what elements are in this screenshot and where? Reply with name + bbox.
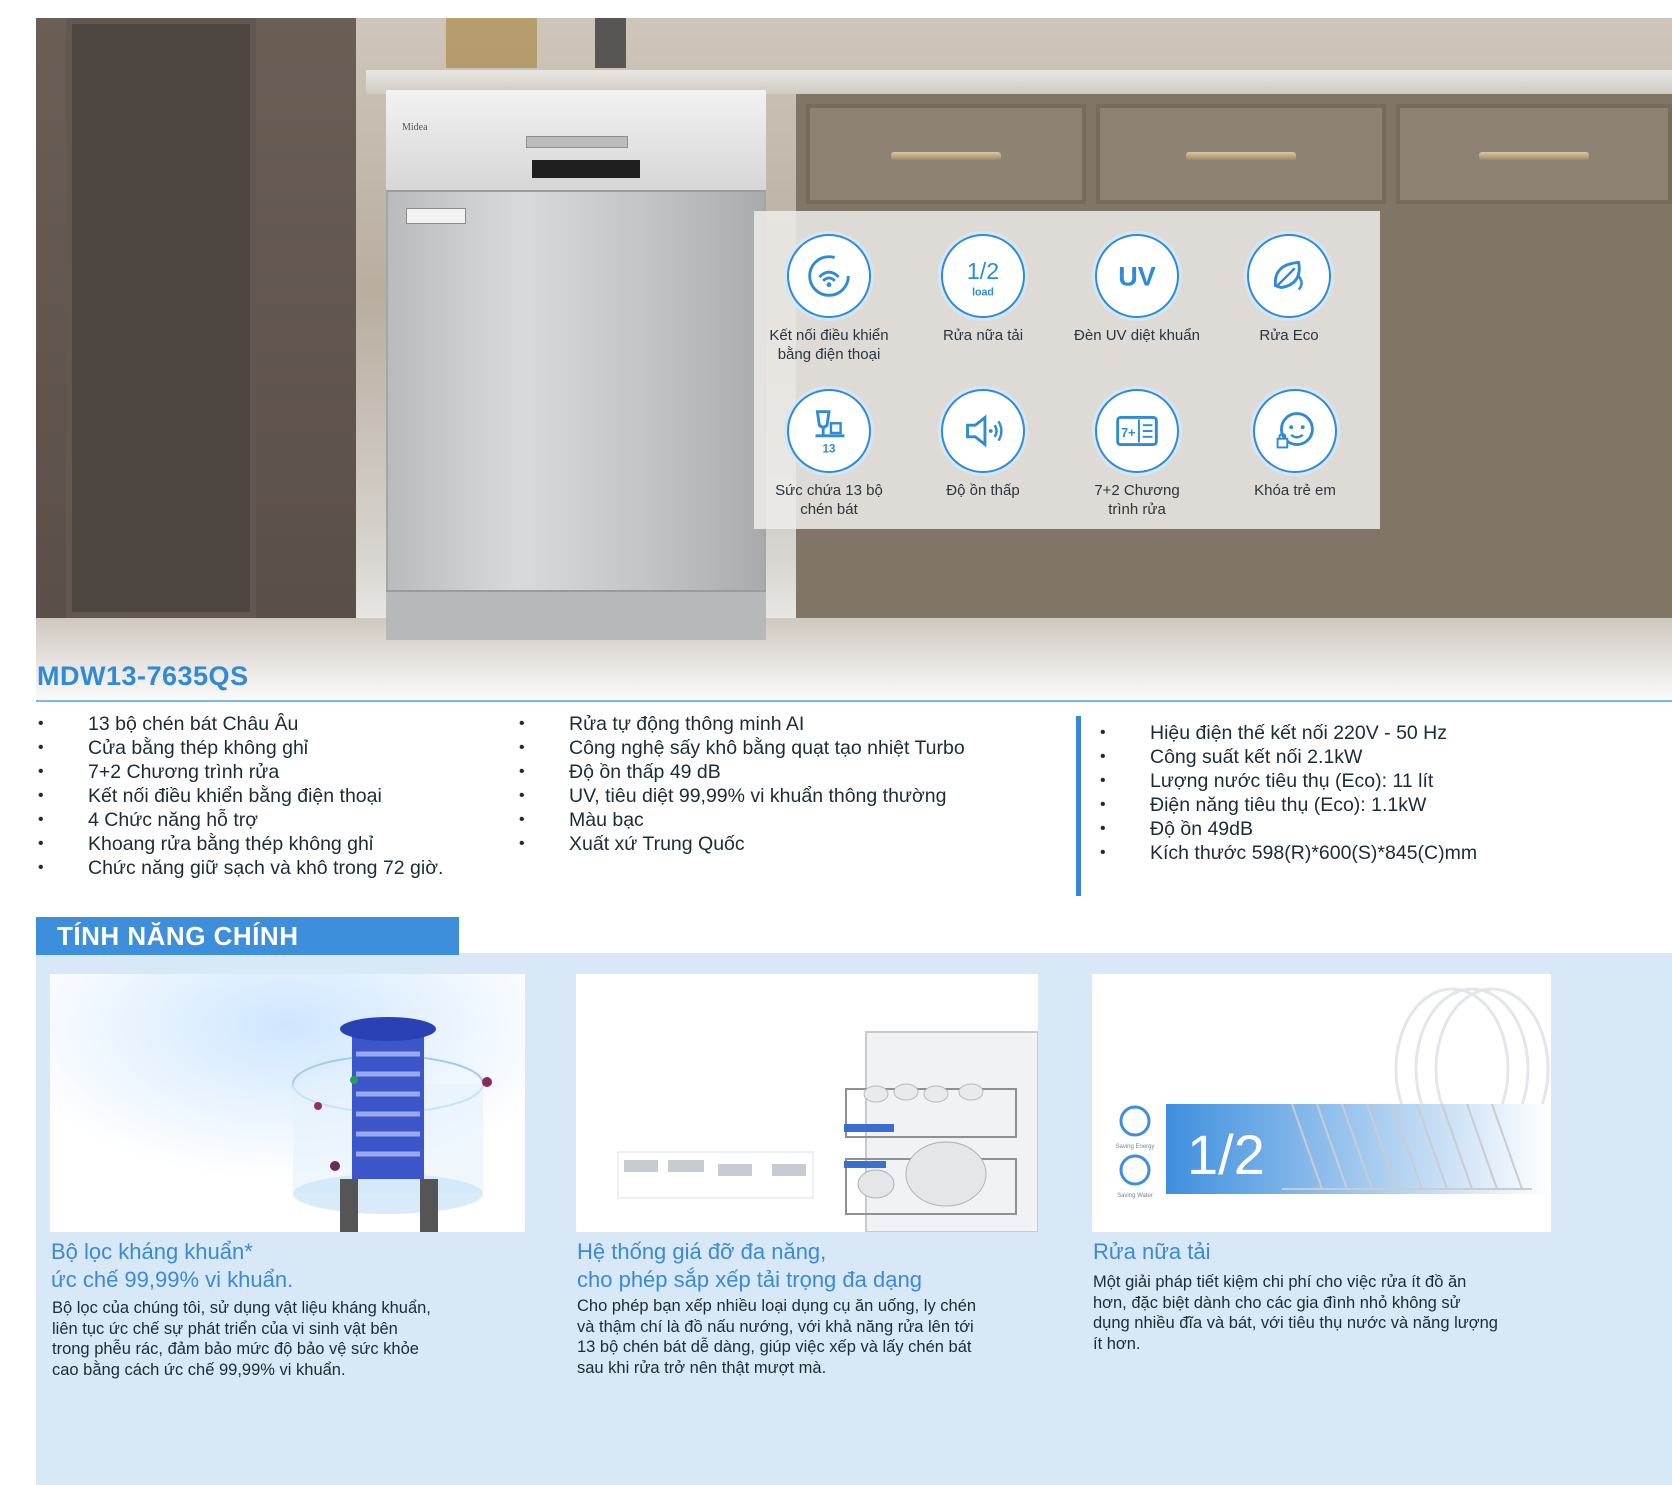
- feature-low-noise: [905, 389, 1061, 500]
- card-description: Một giải pháp tiết kiệm chi phí cho việc rửa ít đồ ăn hơn, đặc biệt dành cho các gia đình nhỏ không sử dụng nhiều đĩa và bát, với tiêu thụ nước và năng lượng ít hơn.: [1093, 1273, 1498, 1353]
- feature-remote-control: [751, 234, 907, 364]
- kitchen-items: [446, 18, 686, 68]
- spec-item: • Khoang rửa bằng thép không ghỉ: [88, 832, 443, 856]
- feature-caption: Rửa nữa tải: [942, 327, 1024, 344]
- feature-caption: Khóa trẻ em: [1254, 482, 1336, 499]
- feature-uv: [1059, 234, 1215, 345]
- card-title: Hệ thống giá đỡ đa năng, cho phép sắp xếp tải trọng đa dạng: [577, 1239, 922, 1292]
- eco-leaf-icon: [1247, 234, 1331, 318]
- svg-text:Saving Water: Saving Water: [1117, 1193, 1153, 1199]
- half-badge: 1/2: [1187, 1123, 1265, 1186]
- feature-icons-panel: [754, 211, 1380, 529]
- glass-cup-icon: [787, 389, 871, 473]
- spec-item: • Chức năng giữ sạch và khô trong 72 giờ.: [88, 856, 443, 880]
- floor: [36, 618, 1672, 708]
- spec-item: • Kết nối điều khiển bằng điện thoại: [88, 784, 443, 808]
- spec-divider-bar: [1076, 716, 1081, 896]
- feature-caption: Kết nối điều khiển bằng điện thoại: [769, 327, 889, 363]
- feature-child-lock: [1217, 389, 1373, 500]
- baby-lock-icon: [1253, 389, 1337, 473]
- spec-list-1: [88, 712, 443, 880]
- spec-item: • 4 Chức năng hỗ trợ: [88, 808, 443, 832]
- svg-text:load: load: [972, 286, 994, 299]
- spec-item: • UV, tiêu diệt 99,99% vi khuẩn thông thường: [569, 784, 965, 808]
- speaker-low-noise-icon: [941, 389, 1025, 473]
- feature-capacity: [751, 389, 907, 519]
- dishwasher-product: [386, 90, 766, 638]
- program-panel-icon: [1095, 389, 1179, 473]
- spec-item: • Xuất xứ Trung Quốc: [569, 832, 965, 856]
- spec-item: • Cửa bằng thép không ghỉ: [88, 736, 443, 760]
- svg-text:13: 13: [822, 442, 836, 456]
- feature-caption: Đèn UV diệt khuẩn: [1074, 327, 1200, 344]
- display: [532, 160, 640, 178]
- spec-item: • 7+2 Chương trình rửa: [88, 760, 443, 784]
- wifi-dial-icon: [787, 234, 871, 318]
- card-description: Bộ lọc của chúng tôi, sử dụng vật liệu kháng khuẩn, liên tục ức chế sự phát triển của vi sinh vật bên trong phễu rác, đảm bảo mức độ bảo vệ sức khỏe cao bằng cách ức chế 99,99% vi khuẩn.: [52, 1299, 431, 1379]
- card-title: Bộ lọc kháng khuẩn* ức chế 99,99% vi khuẩn.: [51, 1239, 294, 1292]
- spec-item: • Công suất kết nối 2.1kW: [1150, 745, 1477, 769]
- feature-eco: [1211, 234, 1367, 345]
- drawer: [806, 104, 1086, 204]
- drawer: [1096, 104, 1386, 204]
- svg-text:Saving Energy: Saving Energy: [1115, 1144, 1155, 1150]
- filter-image: [50, 974, 525, 1232]
- svg-text:1/2: 1/2: [966, 257, 1000, 284]
- spec-item: • Công nghệ sấy khô bằng quạt tạo nhiệt Turbo: [569, 736, 965, 760]
- card-title: Rửa nữa tải: [1093, 1239, 1211, 1264]
- spec-item: • Kích thước 598(R)*600(S)*845(C)mm: [1150, 841, 1477, 865]
- feature-caption: Độ ồn thấp: [946, 482, 1020, 499]
- feature-programs: [1059, 389, 1215, 519]
- spec-item: • Hiệu điện thế kết nối 220V - 50 Hz: [1150, 721, 1477, 745]
- feature-caption: Sức chứa 13 bộ chén bát: [775, 482, 883, 518]
- energy-label: [406, 208, 466, 224]
- rack-image: [576, 974, 1038, 1232]
- spec-item: • Độ ồn thấp 49 dB: [569, 760, 965, 784]
- plinth: [386, 590, 766, 640]
- door: [66, 18, 256, 618]
- spec-item: • Màu bạc: [569, 808, 965, 832]
- door-handle: [526, 136, 628, 148]
- brand-logo: Midea: [402, 122, 428, 133]
- spec-item: • Độ ồn 49dB: [1150, 817, 1477, 841]
- spec-item: • 13 bộ chén bát Châu Âu: [88, 712, 443, 736]
- drawer: [1396, 104, 1672, 204]
- feature-caption: 7+2 Chương trình rửa: [1094, 482, 1180, 518]
- half-load-image: [1092, 974, 1551, 1232]
- spec-item: • Lượng nước tiêu thụ (Eco): 11 lít: [1150, 769, 1477, 793]
- control-panel: [386, 90, 766, 192]
- divider: [36, 700, 1672, 702]
- card-description: Cho phép bạn xếp nhiều loại dụng cụ ăn uống, ly chén và thậm chí là đồ nấu nướng, với khả năng rửa lên tới 13 bộ chén bát dễ dàng, giúp việc xếp và lấy chén bát sau khi rửa trở nên thật mượt mà.: [577, 1297, 977, 1377]
- feature-caption: Rửa Eco: [1259, 327, 1319, 344]
- svg-text:7+: 7+: [1121, 425, 1136, 440]
- spec-item: • Điện năng tiêu thụ (Eco): 1.1kW: [1150, 793, 1477, 817]
- feature-half-load: [905, 234, 1061, 345]
- spec-list-2: [569, 712, 965, 856]
- half-load-icon: [941, 234, 1025, 318]
- spec-item: • Rửa tự động thông minh AI: [569, 712, 965, 736]
- model-number: MDW13-7635QS: [37, 661, 249, 691]
- uv-icon: [1095, 234, 1179, 318]
- section-title: TÍNH NĂNG CHÍNH: [36, 917, 459, 955]
- spec-list-technical: [1150, 721, 1477, 865]
- svg-text:UV: UV: [1118, 261, 1156, 292]
